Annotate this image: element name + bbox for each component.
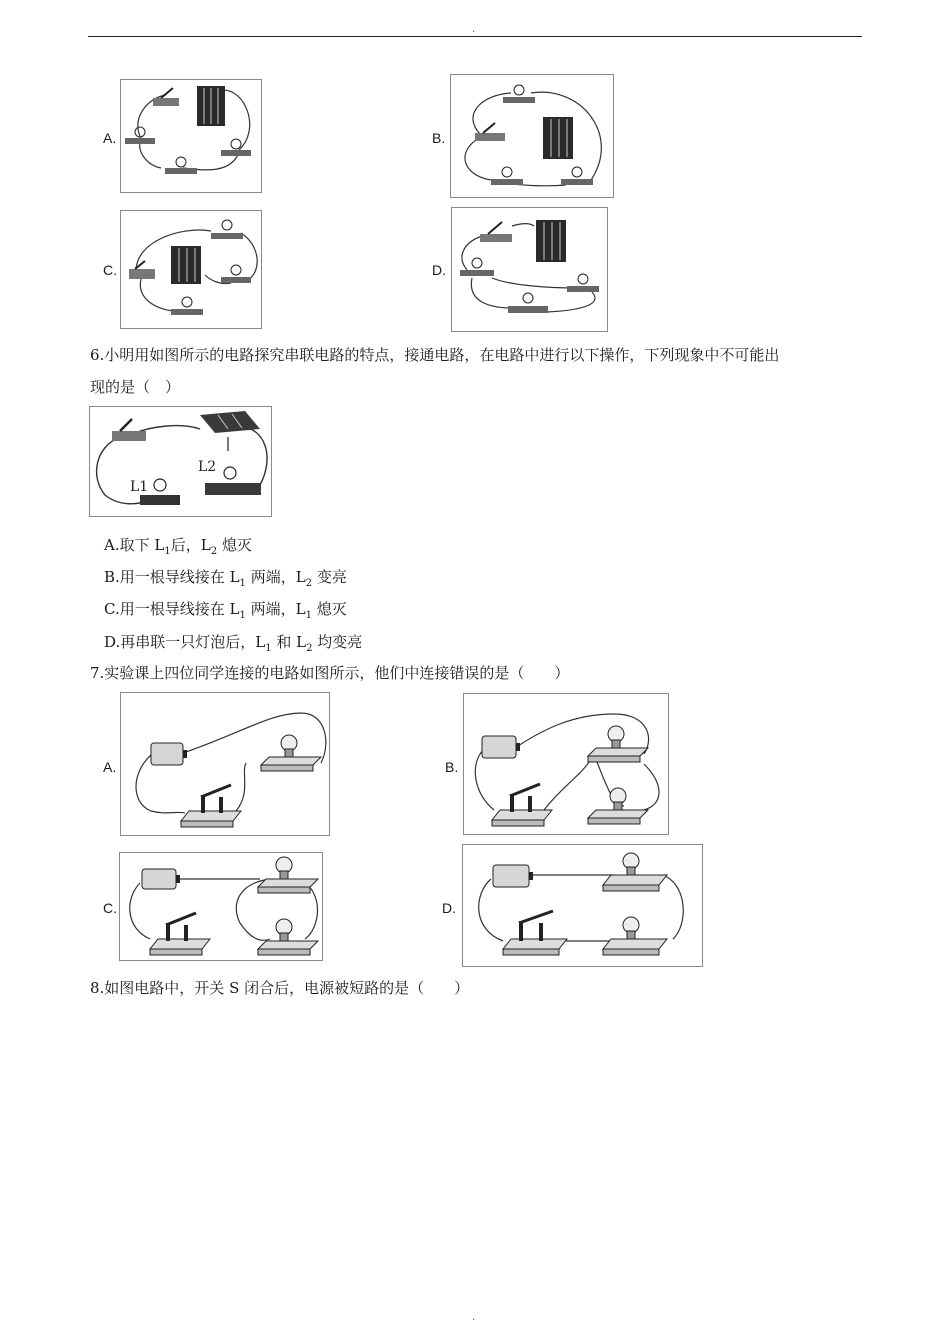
q5-figure-d — [451, 207, 608, 332]
q6-option-b: B.用一根导线接在 $L_1$ 两端，$L_2$ 变亮 — [104, 568, 347, 589]
q7-label-c: C. — [103, 900, 117, 916]
q7-label-a: A. — [103, 759, 117, 775]
footer-dot: . — [472, 1312, 476, 1323]
q7-label-b: B. — [445, 759, 459, 775]
q6-option-d: D.再串联一只灯泡后，$L_1$ 和 $L_2$ 均变亮 — [104, 633, 363, 654]
q6-option-a: A.取下 $L_1$后，$L_2$ 熄灭 — [104, 536, 252, 557]
q5-label-a: A. — [103, 130, 117, 146]
option-prefix: B. — [104, 568, 120, 586]
header-dot: . — [472, 24, 476, 35]
option-prefix: A. — [104, 536, 120, 554]
q5-label-b: B. — [432, 130, 446, 146]
q7-figure-a — [120, 692, 330, 836]
option-prefix: D. — [104, 633, 121, 651]
q5-figure-a — [120, 79, 262, 193]
q6-figure-label-l1: L1 — [130, 479, 149, 495]
q5-figure-c — [120, 210, 262, 329]
q5-figure-b — [450, 74, 614, 198]
q6-figure-label-l2: L2 — [198, 459, 217, 475]
q5-label-d: D. — [432, 262, 446, 278]
q6-question-line1: 6.小明用如图所示的电路探究串联电路的特点，接通电路，在电路中进行以下操作，下列现象中不可能出 — [90, 346, 780, 364]
header-rule — [88, 36, 862, 37]
q8-question: 8.如图电路中，开关 S 闭合后，电源被短路的是（ ） — [90, 979, 470, 997]
q7-label-d: D. — [442, 900, 456, 916]
q6-question-line2: 现的是（ ） — [90, 378, 181, 396]
q7-figure-b — [463, 693, 669, 835]
q7-figure-c — [119, 852, 323, 961]
q6-figure — [89, 406, 272, 517]
q7-question: 7.实验课上四位同学连接的电路如图所示，他们中连接错误的是（ ） — [90, 664, 570, 682]
q7-figure-d — [462, 844, 703, 967]
q5-label-c: C. — [103, 262, 117, 278]
q6-option-c: C.用一根导线接在 $L_1$ 两端，$L_1$ 熄灭 — [104, 600, 347, 621]
option-prefix: C. — [104, 600, 120, 618]
